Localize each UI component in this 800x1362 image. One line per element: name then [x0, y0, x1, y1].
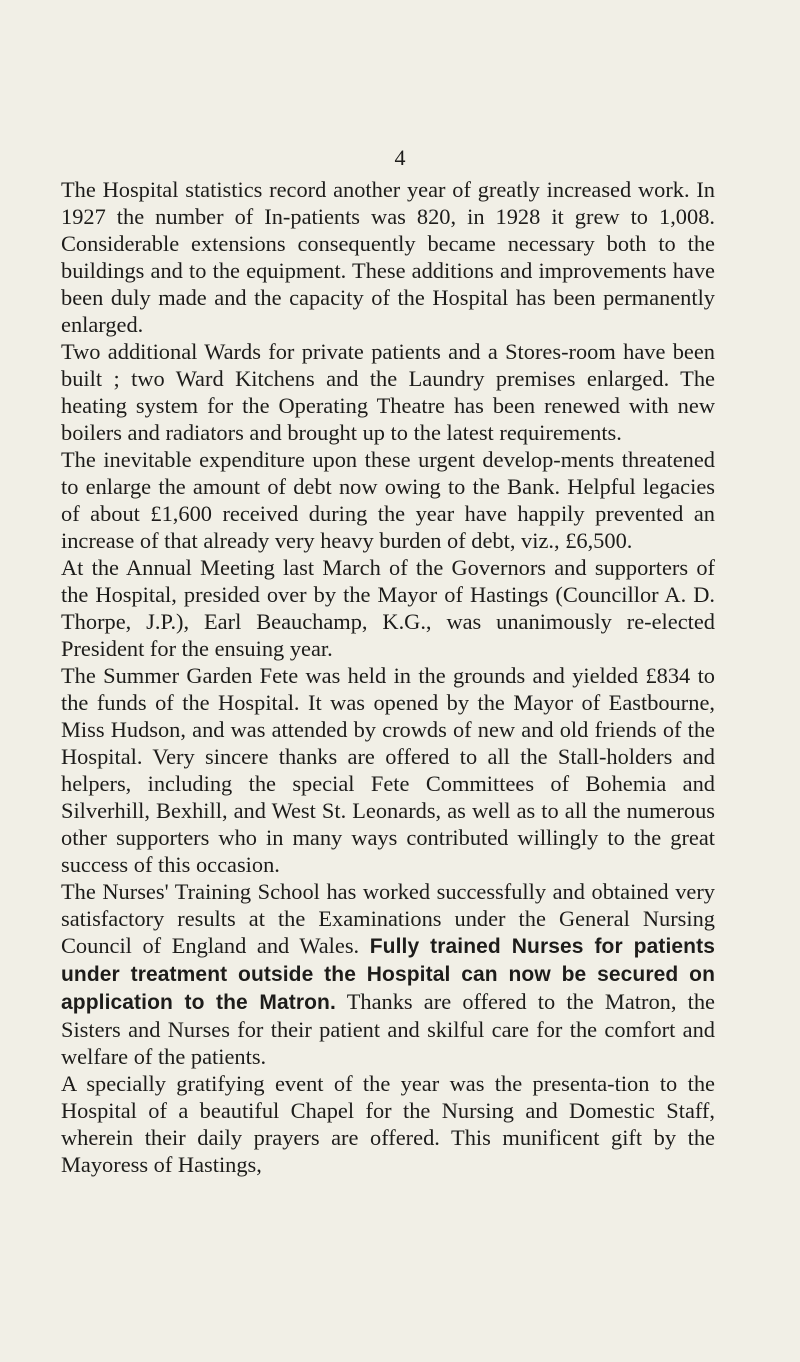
nurses-training-text: The Nurses' Training School has worked successfully and obtained very satisfactory results at the Examinations under the General Nursing Council of England and Wales.	[61, 879, 715, 958]
paragraph-summer-fete: The Summer Garden Fete was held in the grounds and yielded £834 to the funds of the Hospital. It was opened by the Mayor of Eastbourne, Miss Hudson, and was attended by crowds of new and old friends of the Hospital. Very sincere thanks are offered to all the Stall-holders and helpers, including the special Fete Committees of Bohemia and Silverhill, Bexhill, and West St. Leonards, as well as to all the numerous other supporters who in many ways contributed willingly to the great success of this occasion.	[61, 663, 715, 877]
nurses-notice-bold: Fully trained Nurses for patients under treatment outside the Hospital can now be secured on application to the Matron.	[61, 935, 715, 1014]
nurses-thanks-text: Thanks are offered to the Matron, the Sisters and Nurses for their patient and skilful care for the comfort and welfare of the patients.	[61, 989, 715, 1069]
report-body	[61, 176, 715, 1178]
paragraph-annual-meeting: At the Annual Meeting last March of the Governors and supporters of the Hospital, presided over by the Mayor of Hastings (Councillor A. D. Thorpe, J.P.), Earl Beauchamp, K.G., was unanimously re-elected President for the ensuing year.	[61, 555, 715, 661]
paragraph-nurses-training	[61, 878, 715, 1070]
paragraph-expenditure-debt: The inevitable expenditure upon these urgent develop-ments threatened to enlarge the amount of debt now owing to the Bank. Helpful legacies of about £1,600 received during the year have happily prevented an increase of that already very heavy burden of debt, viz., £6,500.	[61, 447, 715, 553]
page-number: 4	[394, 145, 406, 170]
paragraph-chapel-gift: A specially gratifying event of the year was the presenta-tion to the Hospital of a beautiful Chapel for the Nursing and Domestic Staff, wherein their daily prayers are offered. This munificent gift by the Mayoress of Hastings,	[61, 1071, 715, 1177]
paragraph-additional-wards: Two additional Wards for private patients and a Stores-room have been built ; two Ward Kitchens and the Laundry premises enlarged. The heating system for the Operating Theatre has been renewed with new boilers and radiators and brought up to the latest requirements.	[61, 339, 715, 445]
paragraph-hospital-statistics: The Hospital statistics record another year of greatly increased work. In 1927 the number of In-patients was 820, in 1928 it grew to 1,008. Considerable extensions consequently became necessary both to the buildings and to the equipment. These additions and improvements have been duly made and the capacity of the Hospital has been permanently enlarged.	[61, 177, 715, 337]
